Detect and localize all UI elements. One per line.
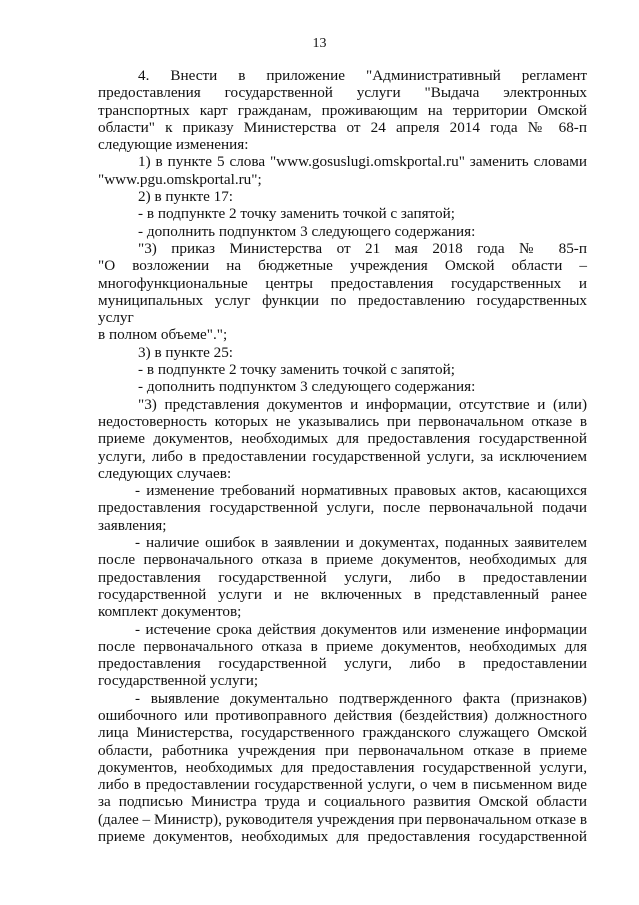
text-line: муниципальных услуг функции по предоставлению государственных услуг (98, 291, 587, 327)
text-line: после первоначального отказа в приеме документов, необходимых для (98, 637, 587, 655)
text-line: - дополнить подпунктом 3 следующего содержания: (138, 222, 476, 240)
text-line: в полном объеме"."; (98, 326, 228, 344)
text-line: государственной услуги; (98, 672, 259, 690)
text-line: услуги, либо в предоставлении государственной услуги, за исключением (98, 447, 587, 465)
text-line: "3) приказ Министерства от 21 мая 2018 года № 85-п (138, 239, 587, 257)
text-line: предоставления государственной услуги, после первоначальной подачи (98, 499, 587, 517)
text-line: после первоначального отказа в приеме документов, необходимых для (98, 551, 587, 569)
text-line: документов, необходимых для предоставления государственной услуги, (98, 758, 587, 776)
text-line: транспортных карт гражданам, проживающим на территории Омской (98, 101, 587, 119)
text-line: государственной услуги и не включенных в представленный ранее (98, 585, 587, 603)
text-line: 4. Внести в приложение "Административный регламент (138, 67, 587, 84)
text-line: следующие изменения: (98, 136, 249, 154)
text-line: области, работника учреждения при первоначальном отказе в приеме (98, 741, 587, 759)
text-line: "3) представления документов и информации, отсутствие и (или) (138, 395, 587, 413)
text-line: области" к приказу Министерства от 24 апреля 2014 года № 68-п (98, 118, 587, 136)
text-line: следующих случаев: (98, 464, 232, 482)
text-line: 3) в пункте 25: (138, 343, 234, 361)
text-line: недостоверность которых не указывались при первоначальном отказе в (98, 412, 587, 430)
text-line: - в подпункте 2 точку заменить точкой с запятой; (138, 361, 455, 379)
text-line: лица Министерства, государственного гражданского служащего Омской (98, 724, 587, 742)
text-line: либо в предоставлении государственной услуги, о чем в письменном виде (98, 776, 587, 794)
text-line: заявления; (98, 516, 167, 534)
text-line: предоставления государственной услуги, либо в предоставлении (98, 655, 587, 673)
text-line: - дополнить подпунктом 3 следующего содержания: (138, 378, 476, 396)
document-body (98, 67, 587, 845)
text-line: 2) в пункте 17: (138, 188, 234, 206)
text-line: (далее – Министр), руководителя учреждения при первоначальном отказе в (98, 810, 587, 828)
text-line: предоставления государственной услуги, либо в предоставлении (98, 568, 587, 586)
text-line: "www.pgu.omskportal.ru"; (98, 170, 262, 188)
text-line: "О возложении на бюджетные учреждения Омской области – (98, 257, 587, 275)
text-line: за подписью Министра труда и социального развития Омской области (98, 793, 587, 811)
text-line: - наличие ошибок в заявлении и документах, поданных заявителем (135, 534, 587, 552)
text-line: ошибочного или противоправного действия (бездействия) должностного (98, 706, 587, 724)
text-line: - изменение требований нормативных правовых актов, касающихся (135, 482, 587, 500)
text-line: многофункциональные центры предоставления государственных и (98, 274, 587, 292)
text-line: 1) в пункте 5 слова "www.gosuslugi.omskportal.ru" заменить словами (138, 153, 587, 171)
text-line: комплект документов; (98, 603, 242, 621)
text-line: - выявление документально подтвержденного факта (признаков) (135, 689, 587, 707)
text-line: предоставления государственной услуги "Выдача электронных (98, 84, 587, 102)
text-line: приеме документов, необходимых для предоставления государственной (98, 828, 587, 846)
page-number: 13 (312, 36, 327, 51)
text-line: приеме документов, необходимых для предоставления государственной (98, 430, 587, 448)
text-line: - истечение срока действия документов или изменение информации (135, 620, 587, 638)
text-line: - в подпункте 2 точку заменить точкой с запятой; (138, 205, 455, 223)
